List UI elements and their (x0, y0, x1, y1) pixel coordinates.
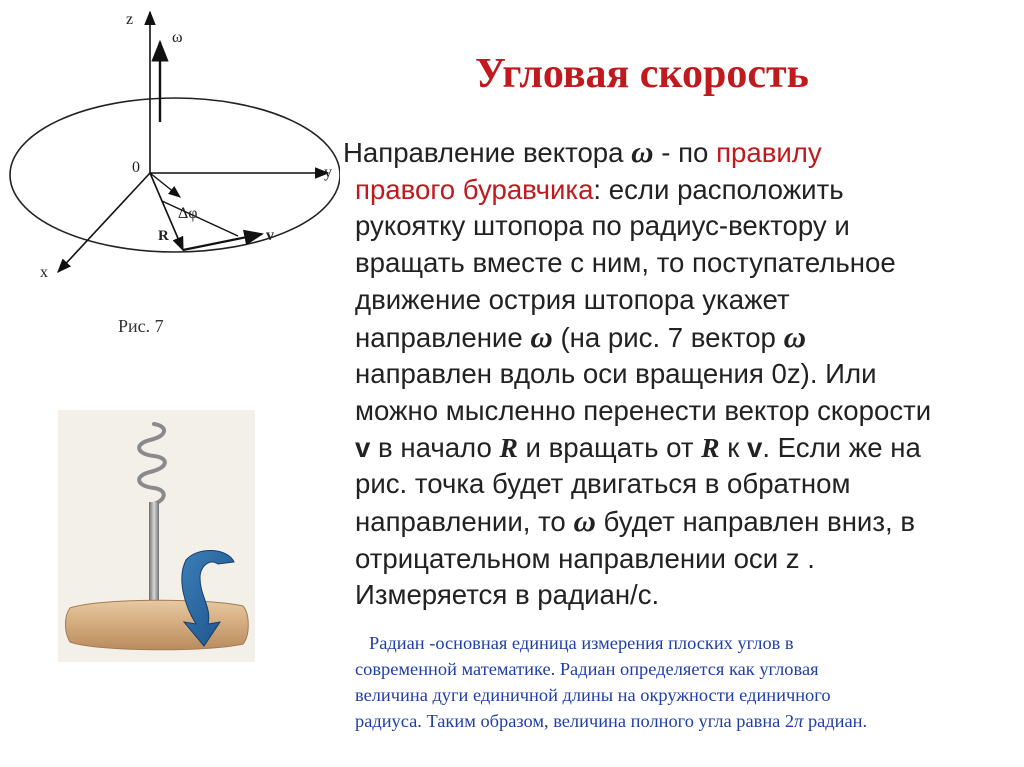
main-text (343, 134, 1015, 614)
omega-symbol: ω (573, 503, 596, 539)
note-line: Радиан -основная единица измерения плоских углов в (369, 633, 794, 653)
omega-label: ω (172, 29, 183, 46)
omega-symbol: ω (631, 134, 654, 169)
corkscrew-image (58, 410, 255, 662)
omega-symbol: ω (530, 318, 553, 354)
note-line: радиуса. Таким образом, величина полного угла равна 2π радиан. (355, 711, 868, 731)
text-line: можно мысленно перенести вектор скорости (355, 394, 932, 426)
radius-label: R (158, 228, 169, 244)
rotation-ellipse (10, 98, 340, 252)
x-axis-label: x (40, 264, 48, 281)
corkscrew-shaft (149, 502, 159, 614)
text-line: Измеряется в радиан/с. (355, 579, 660, 611)
text-line: направлении, то ω будет направлен вниз, в (355, 503, 915, 539)
omega-symbol: ω (783, 318, 806, 354)
page-title: Угловая скорость (475, 51, 809, 97)
right-hand-rule-link-cont[interactable]: правого буравчика (355, 173, 594, 205)
velocity-vector (183, 234, 262, 250)
right-hand-rule-link[interactable]: правилу (716, 137, 822, 168)
velocity-symbol: v (355, 431, 371, 463)
delta-phi-arc (162, 201, 238, 236)
radius-symbol: R (499, 431, 518, 463)
y-axis-label: y (324, 164, 332, 181)
note-line: величина дуги единичной длины на окружности единичного (355, 685, 831, 705)
text-line: рис. точка будет двигаться в обратном (355, 468, 851, 500)
velocity-symbol: v (746, 431, 763, 463)
text-line: направлен вдоль оси вращения 0z). Или (355, 358, 877, 390)
x-axis (58, 173, 150, 272)
text-line: v в начало R и вращать от R к v. Если же на (355, 431, 921, 463)
text-line: отрицательном направлении оси z . (355, 542, 815, 574)
pi-symbol: π (794, 711, 804, 731)
text-line: Направление вектора ω - по правилу (343, 134, 822, 169)
radius-symbol: R (701, 431, 720, 463)
text-line: движение острия штопора укажет (355, 283, 790, 315)
delta-phi-label: Δφ (178, 205, 198, 222)
velocity-label: v (266, 227, 274, 244)
figure-caption: Рис. 7 (118, 316, 164, 336)
text-line: рукоятку штопора по радиус-вектору и (355, 210, 850, 242)
corkscrew-handle (66, 600, 249, 650)
radian-note (355, 630, 1015, 734)
text-line: вращать вместе с ним, то поступательное (355, 247, 896, 279)
rotation-diagram (0, 0, 340, 300)
text-line: направление ω (на рис. 7 вектор ω (355, 318, 806, 354)
note-line: современной математике. Радиан определяется как угловая (355, 659, 819, 679)
z-axis-label: z (126, 11, 134, 28)
text-line: правого буравчика: если расположить (355, 173, 844, 205)
origin-label: 0 (132, 159, 140, 176)
